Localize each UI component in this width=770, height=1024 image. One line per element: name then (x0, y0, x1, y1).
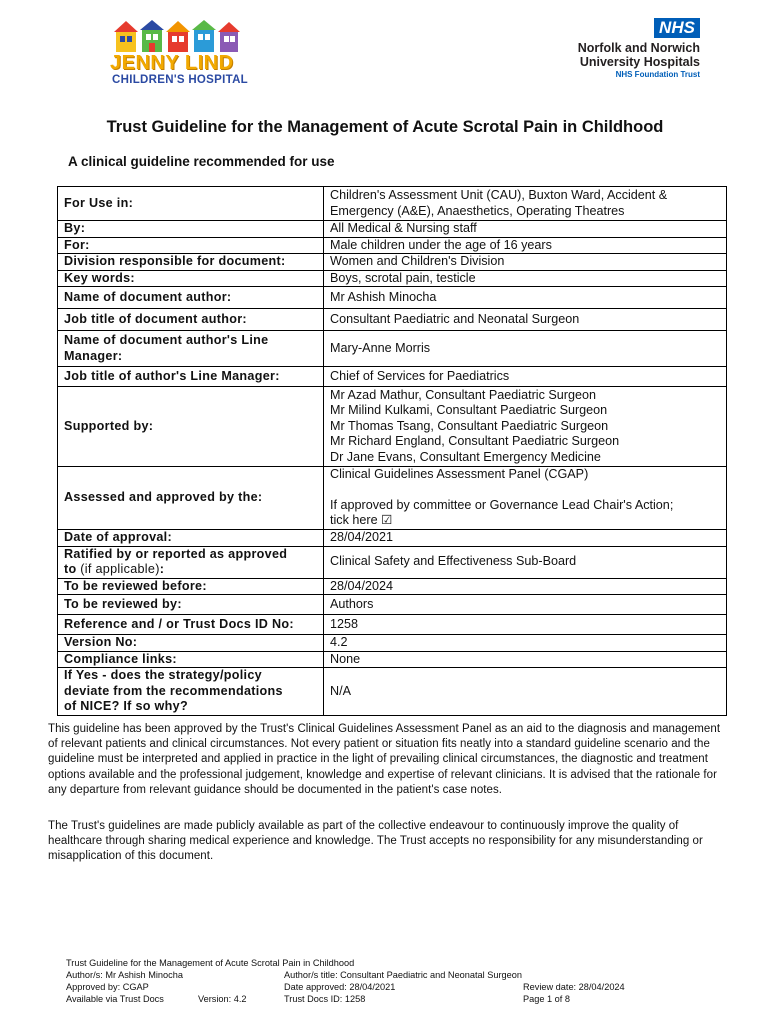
table-row (58, 237, 727, 254)
by-label: By: (58, 221, 324, 238)
line-manager-value: Mary-Anne Morris (324, 331, 727, 367)
version-label: Version No: (58, 635, 324, 652)
assessed-panel: Clinical Guidelines Assessment Panel (CGAP) (330, 467, 589, 481)
author-job-value: Consultant Paediatric and Neonatal Surgeon (324, 309, 727, 331)
table-row (58, 270, 727, 287)
table-row (58, 331, 727, 367)
table-row (58, 530, 727, 547)
document-info-table (57, 186, 727, 716)
colourful-houses-icon (112, 18, 242, 54)
nhs-badge-logo: NHS (654, 18, 700, 38)
ratified-colon: : (159, 562, 165, 576)
footer-page-number: Page 1 of 8 (523, 994, 570, 1004)
table-row (58, 309, 727, 331)
line-manager-job-value: Chief of Services for Paediatrics (324, 367, 727, 387)
author-name-label: Name of document author: (58, 287, 324, 309)
supported-by-value (324, 387, 727, 467)
nice-value: N/A (324, 668, 727, 716)
trust-name-line3: NHS Foundation Trust (615, 70, 700, 79)
reference-value: 1258 (324, 615, 727, 635)
review-before-value: 28/04/2024 (324, 578, 727, 595)
division-label: Division responsible for document: (58, 254, 324, 271)
key-words-label: Key words: (58, 270, 324, 287)
table-row (58, 254, 727, 271)
nice-label (58, 668, 324, 716)
table-row (58, 668, 727, 716)
date-approval-label: Date of approval: (58, 530, 324, 547)
jenny-lind-subtitle: CHILDREN'S HOSPITAL (112, 74, 249, 86)
compliance-label: Compliance links: (58, 651, 324, 668)
supporter-line: Dr Jane Evans, Consultant Emergency Medicine (330, 449, 601, 464)
table-row (58, 367, 727, 387)
table-row (58, 615, 727, 635)
for-value: Male children under the age of 16 years (324, 237, 727, 254)
version-value: 4.2 (324, 635, 727, 652)
disclaimer-paragraph: This guideline has been approved by the Trust's Clinical Guidelines Assessment Panel as an aid to the diagnosis and management of relevant patients and clinical circumstances. Not every patient or situation fits neatly into a standard guideline scenario and the guideline must be interpreted and applied in practice in the light of prevailing clinical circumstances, the diagnostic and treatment options available and the professional judgement, knowledge and expertise of relevant clinicians. It is advised that the rationale for any departure from relevant guidance should be documented in the patient's case notes. (48, 723, 721, 796)
table-row (58, 635, 727, 652)
ratified-if-applicable: (if applicable) (76, 562, 160, 576)
ratified-label-line (64, 562, 317, 578)
author-job-label: Job title of document author: (58, 309, 324, 331)
compliance-value: None (324, 651, 727, 668)
ratified-label-line: Ratified by or reported as approved (64, 546, 288, 561)
ratified-label (58, 546, 324, 578)
table-row (58, 467, 727, 530)
footer-docs-id: Trust Docs ID: 1258 (284, 994, 366, 1004)
table-row (58, 387, 727, 467)
by-value: All Medical & Nursing staff (324, 221, 727, 238)
jenny-lind-logo (104, 18, 252, 84)
for-label: For: (58, 237, 324, 254)
division-value: Women and Children's Division (324, 254, 727, 271)
footer-available: Available via Trust Docs (66, 994, 164, 1004)
assessed-value (324, 467, 727, 530)
date-approval-value: 28/04/2021 (324, 530, 727, 547)
reference-label: Reference and / or Trust Docs ID No: (58, 615, 324, 635)
for-use-in-line: Emergency (A&E), Anaesthetics, Operating Theatres (330, 203, 625, 218)
for-use-in-line: Children's Assessment Unit (CAU), Buxton Ward, Accident & (330, 188, 668, 202)
footer-version: Version: 4.2 (198, 994, 247, 1004)
table-row (58, 651, 727, 668)
ratified-to: to (64, 562, 77, 576)
table-row (58, 546, 727, 578)
footer-approved-by: Approved by: CGAP (66, 982, 149, 992)
table-row (58, 287, 727, 309)
footer-author-title: Author/s title: Consultant Paediatric and Neonatal Surgeon (284, 970, 523, 980)
line-manager-label-line: Name of document author's Line (64, 333, 269, 347)
supporter-line: Mr Richard England, Consultant Paediatric Surgeon (330, 434, 620, 449)
line-manager-label-line: Manager: (64, 348, 123, 363)
table-row (58, 187, 727, 221)
line-manager-label (58, 331, 324, 367)
line-manager-job-label: Job title of author's Line Manager: (58, 367, 324, 387)
author-name-value: Mr Ashish Minocha (324, 287, 727, 309)
trust-name-line1: Norfolk and Norwich (577, 41, 700, 55)
for-use-in-label: For Use in: (58, 187, 324, 221)
reviewed-by-label: To be reviewed by: (58, 595, 324, 615)
trust-name-line2: University Hospitals (579, 55, 700, 69)
supporter-line: Mr Thomas Tsang, Consultant Paediatric Surgeon (330, 418, 609, 433)
footer-date-approved: Date approved: 28/04/2021 (284, 982, 396, 992)
nice-label-line: of NICE? If so why? (64, 699, 188, 714)
table-row (58, 578, 727, 595)
table-row (58, 221, 727, 238)
document-subtitle: A clinical guideline recommended for use (68, 154, 335, 169)
key-words-value: Boys, scrotal pain, testicle (324, 270, 727, 287)
nice-label-line: deviate from the recommendations (64, 683, 283, 698)
assessed-note: If approved by committee or Governance Lead Chair's Action; (330, 497, 674, 512)
footer-authors: Author/s: Mr Ashish Minocha (66, 970, 183, 980)
supported-by-label: Supported by: (58, 387, 324, 467)
supporter-line: Mr Milind Kulkami, Consultant Paediatric Surgeon (330, 403, 608, 418)
document-title: Trust Guideline for the Management of Acute Scrotal Pain in Childhood (106, 118, 664, 136)
footer-review-date: Review date: 28/04/2024 (523, 982, 625, 992)
review-before-label: To be reviewed before: (58, 578, 324, 595)
supporter-line: Mr Azad Mathur, Consultant Paediatric Surgeon (330, 387, 597, 402)
nice-label-line: If Yes - does the strategy/policy (64, 668, 262, 683)
jenny-lind-name: JENNY LIND (110, 52, 234, 74)
responsibility-paragraph: The Trust's guidelines are made publicly available as part of the collective endeavour to continuously improve the quality of healthcare through sharing medical experience and knowledge. The Trust accepts no responsibility for any misunderstanding or misapplication of this document. (48, 820, 703, 863)
ratified-value: Clinical Safety and Effectiveness Sub-Board (324, 546, 727, 578)
footer-title: Trust Guideline for the Management of Acute Scrotal Pain in Childhood (66, 958, 355, 968)
table-row (58, 595, 727, 615)
for-use-in-value (324, 187, 727, 221)
reviewed-by-value: Authors (324, 595, 727, 615)
assessed-tick: tick here ☑ (330, 513, 393, 527)
assessed-label: Assessed and approved by the: (58, 467, 324, 530)
